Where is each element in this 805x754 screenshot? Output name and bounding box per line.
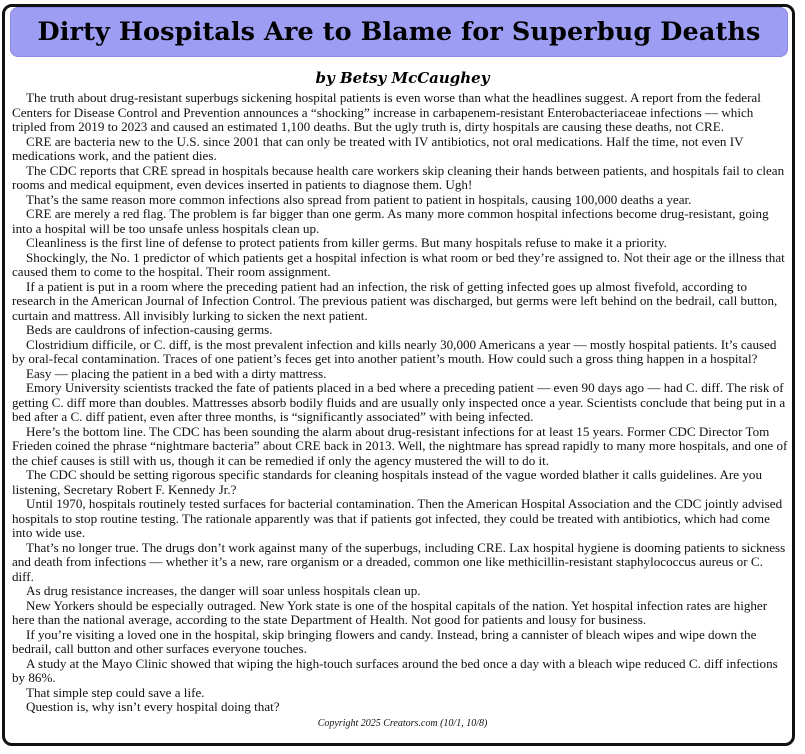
paragraph: A study at the Mayo Clinic showed that wiping the high-touch surfaces around the bed once a day with a bleach wipe reduced C. diff infections by 86%. <box>12 655 778 685</box>
paragraph: The truth about drug-resistant superbugs sickening hospital patients is even worse than what the headlines suggest. A report from the federal Centers for Disease Control and Prevention announces a “shocking” increase in carbapenem-resistant Enterobacteriaceae infections — which tripled from 2019 to 2023 and caused an estimated 1,100 deaths. But the ugly truth is, dirty hospitals are causing these deaths, not CRE. <box>12 90 761 134</box>
paragraph: The CDC should be setting rigorous specific standards for cleaning hospitals instead of the vague worded blather it calls guidelines. Are you listening, Secretary Robert F. Kennedy Jr.? <box>12 467 762 497</box>
paragraph: Easy — placing the patient in a bed with a dirty mattress. <box>26 365 327 381</box>
paragraph: Question is, why isn’t every hospital doing that? <box>26 699 280 714</box>
paragraph: Emory University scientists tracked the fate of patients placed in a bed where a preceding patient — even 90 days ago — had C. diff. The risk of getting C. diff more than doubles. Mattresses absorb bodily fluids and are usually only inspected once a year. Scientists conclude that being put in a bed after a C. diff patient, even after three months, is “significantly associated” with being infected. <box>12 380 786 424</box>
paragraph: New Yorkers should be especially outraged. New York state is one of the hospital capitals of the nation. Yet hospital infection rates are higher here than the national average, according to the state Department of Health. Not good for patients and lousy for business. <box>12 597 768 627</box>
paragraph: That’s no longer true. The drugs don’t work against many of the superbugs, including CRE. Lax hospital hygiene is dooming patients to sickness and death from infections — whether it’s a new, rare organism or a dreaded, common one like methicillin-resistant staphylococcus aureus or C. diff. <box>12 539 786 584</box>
paragraph: Beds are cauldrons of infection-causing germs. <box>26 322 273 337</box>
paragraph: As drug resistance increases, the danger will soar unless hospitals clean up. <box>26 583 421 598</box>
copyright-line: Copyright 2025 Creators.com (10/1, 10/8) <box>317 718 488 729</box>
title-banner <box>10 7 788 57</box>
paragraph: That simple step could save a life. <box>26 684 205 700</box>
article-body <box>12 91 788 715</box>
article-title: Dirty Hospitals Are to Blame for Superbug Deaths <box>37 17 761 47</box>
paragraph: That’s the same reason more common infections also spread from patient to patient in hospitals, causing 100,000 deaths a year. <box>26 191 692 207</box>
paragraph: Until 1970, hospitals routinely tested surfaces for bacterial contamination. Then the American Hospital Association and the CDC jointly advised hospitals to stop routine testing. The rationale apparently was that if patients got infected, they could be treated with antibiotics, which had come into wide use. <box>12 496 783 540</box>
paragraph: CRE are bacteria new to the U.S. since 2001 that can only be treated with IV antibiotics, not oral medications. Half the time, not even IV medications work, and the patient dies. <box>12 133 744 163</box>
byline: by Betsy McCaughey <box>315 69 490 87</box>
paragraph: Clostridium difficile, or C. diff, is the most prevalent infection and kills nearly 30,000 Americans a year — mostly hospital patients. It’s caused by oral-fecal contamination. Traces of one patient’s feces get into another patient’s mouth. How could such a gross thing happen in a hospital? <box>12 336 777 366</box>
paragraph: If a patient is put in a room where the preceding patient had an infection, the risk of getting infected goes up almost fivefold, according to research in the American Journal of Infection Control. The previous patient was discharged, but germs were left behind on the bedrail, call button, curtain and mattress. All invisibly lurking to sicken the next patient. <box>12 278 778 323</box>
paragraph: Here’s the bottom line. The CDC has been sounding the alarm about drug-resistant infections for at least 15 years. Former CDC Director Tom Frieden coined the phrase “nightmare bacteria” about CRE back in 2013. Well, the nightmare has spread rapidly to many more hospitals, and one of the chief causes is still with us, though it can be remedied if only the agency mustered the will to do it. <box>12 423 788 468</box>
paragraph: If you’re visiting a loved one in the hospital, skip bringing flowers and candy. Instead, bring a cannister of bleach wipes and wipe down the bedrail, call button and other surfaces everyone touches. <box>12 626 757 656</box>
paragraph: CRE are merely a red flag. The problem is far bigger than one germ. As many more common hospital infections become drug-resistant, going into a hospital will be too unsafe unless hospitals clean up. <box>12 206 769 236</box>
paragraph: Cleanliness is the first line of defense to protect patients from killer germs. But many hospitals refuse to make it a priority. <box>26 235 667 250</box>
paragraph: The CDC reports that CRE spread in hospitals because health care workers skip cleaning their hands between patients, and hospitals fail to clean rooms and medical equipment, even devices inserted in patients to diagnose them. Ugh! <box>12 162 785 192</box>
paragraph: Shockingly, the No. 1 predictor of which patients get a hospital infection is what room or bed they’re assigned to. Not their age or the illness that caused them to come to the hospital. Their room assignment. <box>12 249 785 279</box>
